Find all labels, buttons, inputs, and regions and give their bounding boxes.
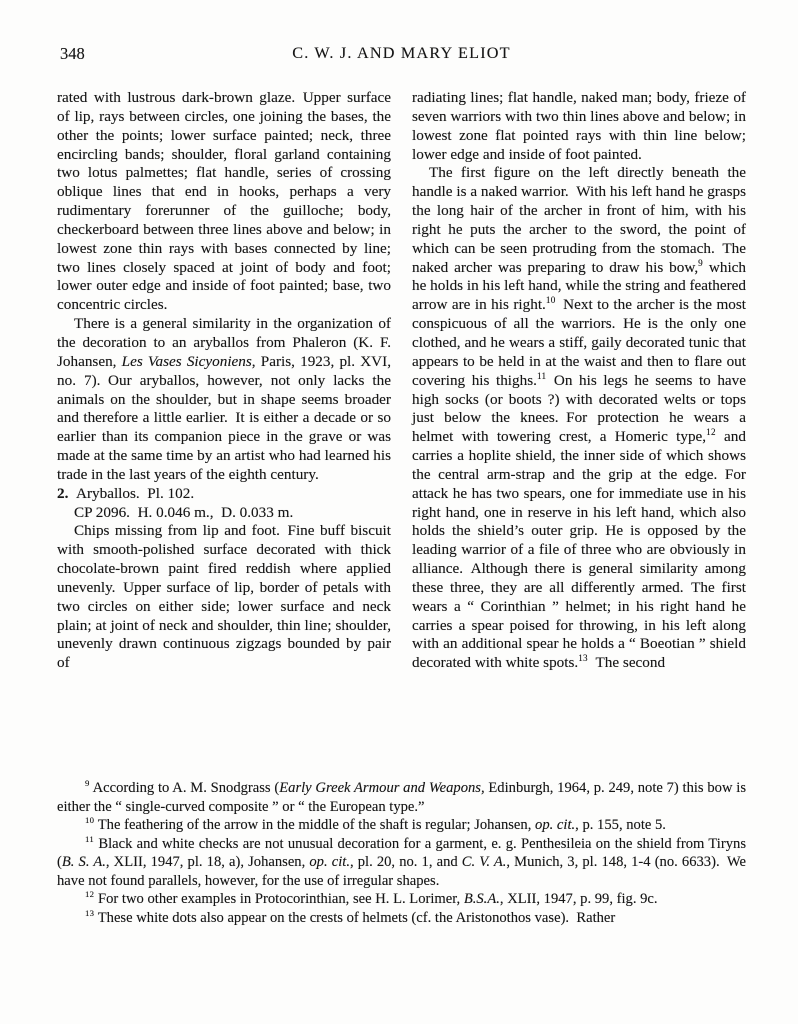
paragraph-aryballos-description: Chips missing from lip and foot. Fine buff biscuit with smooth-polished surface decorated with thick chocolate-brown paint fired reddish where applied unevenly. Upper surface of lip, border of petals with two circles on either side; lower surface and neck plain; at joint of neck and shoulder, thin line; shoulder, unevenly drawn continuous zigzags bounded by pair of bbox=[57, 522, 391, 672]
paragraph-glaze-description: rated with lustrous dark-brown glaze. Upper surface of lip, rays between circles, one joining the bases, the other the points; lower surface painted; neck, three encircling bands; shoulder, floral garland containing two lotus palmettes; flat handle, series of crossing oblique lines that end in hooks, perhaps a very rudimentary forerunner of the guilloche; body, checkerboard between three lines above and below; in lowest zone thin rays with bases connected by line; two lines closely spaced at joint of body and foot; lower outer edge and inside of foot painted; base, two concentric circles. bbox=[57, 89, 391, 314]
page-number: 348 bbox=[60, 44, 85, 63]
footnote-9: $^9$ According to A. M. Snodgrass (Early Greek Armour and Weapons, Edinburgh, 1964, p. 249, note 7) this bow is either the “ single-curved composite ” or “ the European type.” bbox=[57, 778, 746, 815]
catalog-entry-heading: 2. Aryballos. Pl. 102. bbox=[57, 484, 195, 502]
footnotes-section bbox=[57, 779, 746, 927]
footnote-13: $^{13}$ These white dots also appear on the crests of helmets (cf. the Aristonothos vase). Rather bbox=[85, 907, 616, 926]
left-column bbox=[57, 89, 391, 673]
right-column bbox=[412, 89, 746, 673]
footnote-12: $^{12}$ For two other examples in Protocorinthian, see H. L. Lorimer, B.S.A., XLII, 1947, p. 99, fig. 9c. bbox=[85, 889, 658, 908]
paragraph-frieze-description: radiating lines; flat handle, naked man; body, frieze of seven warriors with two thin lines above and below; in lowest zone flat pointed rays with thin line below; lower edge and inside of foot painted. bbox=[412, 89, 746, 163]
running-title: C. W. J. AND MARY ELIOT bbox=[292, 44, 511, 62]
paragraph-phaleron-comparison: There is a general similarity in the organization of the decoration to an aryballos from Phaleron (K. F. Johansen, Les Vases Sicyoniens, Paris, 1923, pl. XVI, no. 7). Our aryballos, however, not only lacks the animals on the shoulder, but in shape seems broader and therefore a little earlier. It is either a decade or so earlier than its companion piece in the grave or was made at the same time by an artist who had learned his trade in the last years of the eighth century. bbox=[57, 315, 392, 483]
footnote-11: $^{11}$ Black and white checks are not unusual decoration for a garment, e. g. Penthesileia on the shield from Tiryns (B. S. A., XLII, 1947, pl. 18, a), Johansen, op. cit., pl. 20, no. 1, and C. V. A., Munich, 3, pl. 148, 1-4 (no. 6633). We have not found parallels, however, for the use of irregular shapes. bbox=[57, 833, 746, 889]
paragraph-warriors-description: The first figure on the left directly beneath the handle is a naked warrior. With his left hand he grasps the long hair of the archer in front of him, with his right he puts the archer to the sword, the point of which can be seen protruding from the stomach. The naked archer was preparing to draw his bow,$^9$ which he holds in his left hand, while the string and feathered arrow are in his right.$^{10}$ Next to the archer is the most conspicuous of all the warriors. He is the only one clothed, and he wears a stiff, gaily decorated tunic that appears to be held in at the waist and then to flare out covering his thighs.$^{11}$ On his legs he seems to have high socks (or boots ?) with decorated welts or tops just below the knees. For protection he wears a helmet with towering crest, a Homeric type,$^{12}$ and carries a hoplite shield, the inner side of which shows the central arm-strap and the grip at the edge. For attack he has two spears, one for immediate use in his right hand, one in reserve in his left hand, which also holds the shield’s outer grip. He is opposed by the leading warrior of a file of three who are obviously in alliance. Although there is general similarity among these three, they are all differently armed. The first wears a “ Corinthian ” helmet; in his right hand he carries a spear poised for throwing, in his left along with an additional spear he holds a “ Boeotian ” shield decorated with white spots.$^{13}$ The second bbox=[412, 164, 746, 672]
footnote-10: $^{10}$ The feathering of the arrow in the middle of the shaft is regular; Johansen, op. cit., p. 155, note 5. bbox=[85, 815, 666, 834]
page-header bbox=[57, 44, 746, 66]
text-columns bbox=[57, 89, 746, 673]
catalog-measurements: CP 2096. H. 0.046 m., D. 0.033 m. bbox=[74, 503, 294, 521]
